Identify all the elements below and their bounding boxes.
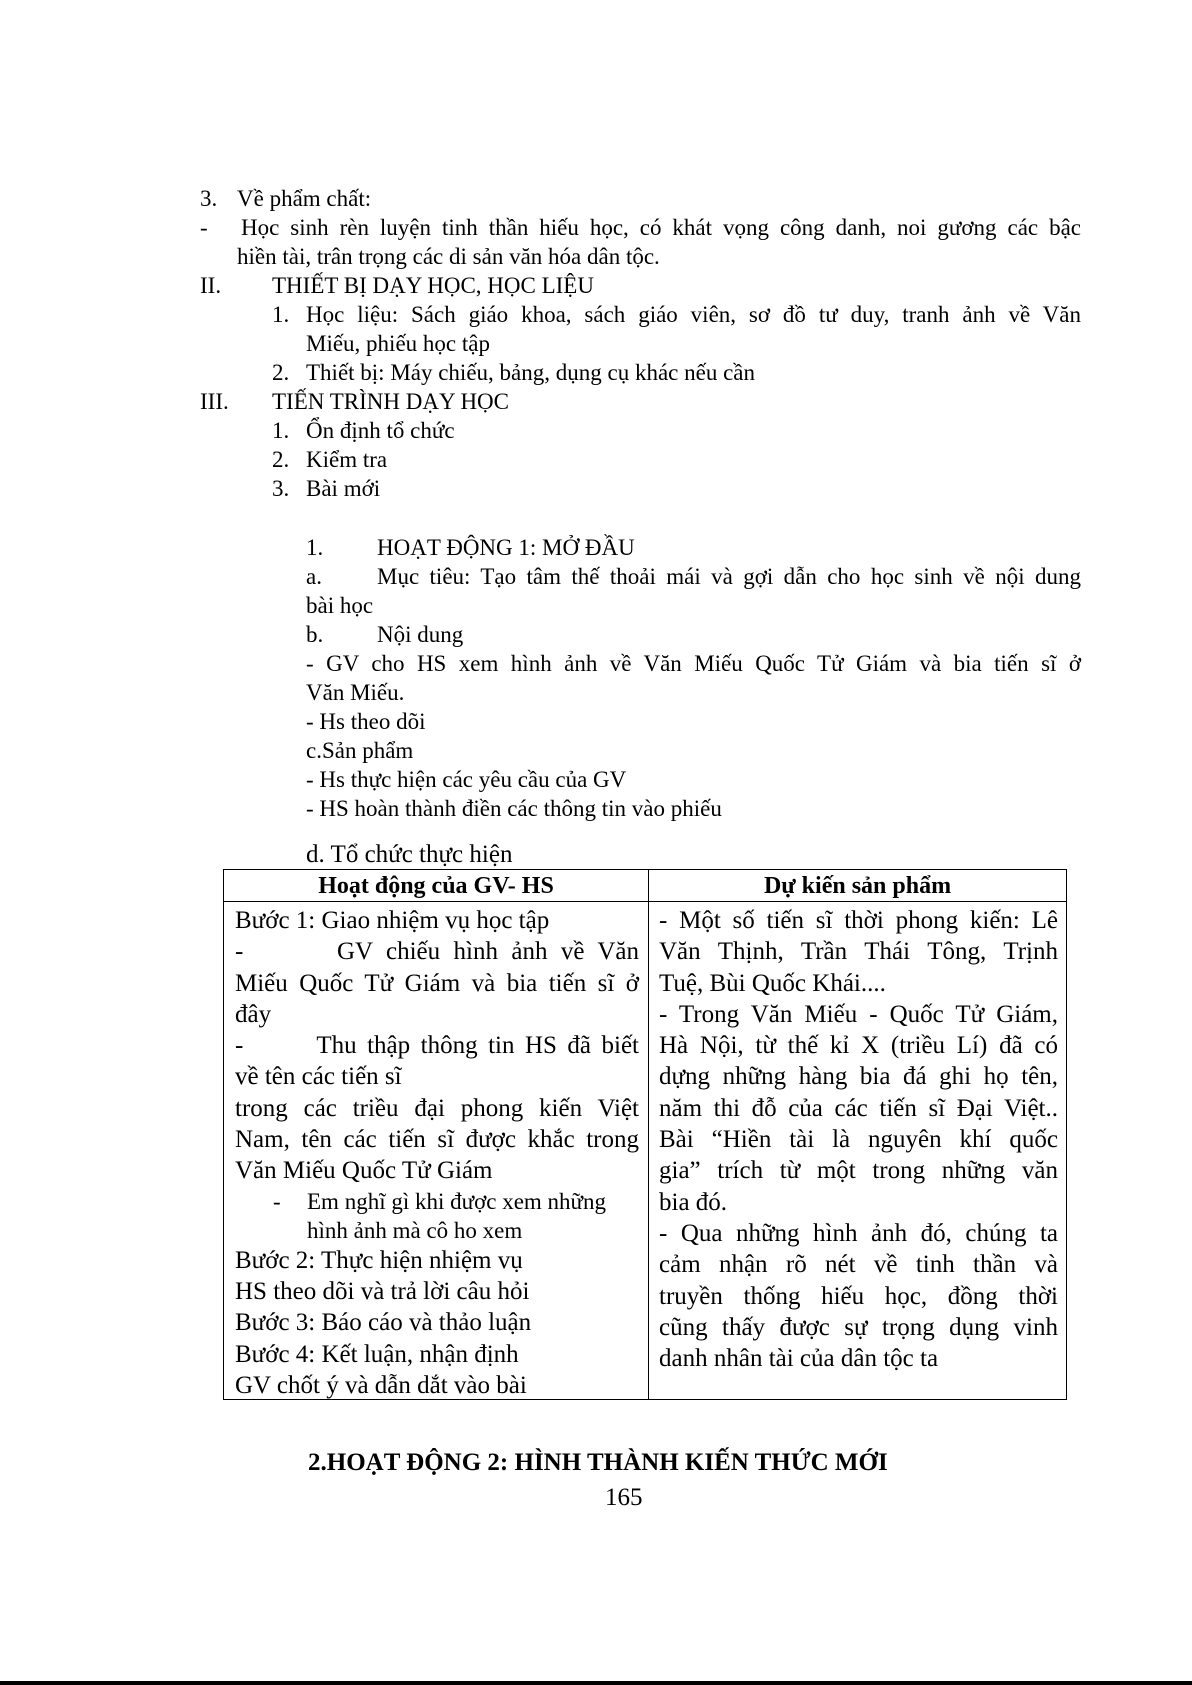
table-line: Hà Nội, từ thế kỉ X (triều Lí) đã có xyxy=(659,1032,1058,1060)
organization-heading: d. Tổ chức thực hiện xyxy=(306,841,513,868)
table-line: Tuệ, Bùi Quốc Khái.... xyxy=(659,969,886,997)
product-line-1: - Hs thực hiện các yêu cầu của GV xyxy=(306,767,627,792)
bullet-line-1: Học sinh rèn luyện tinh thần hiếu học, có khát vọng công danh, noi gương các bậc xyxy=(241,215,1081,240)
table-line: đây xyxy=(235,1000,272,1028)
table-header-right: Dự kiến sản phẩm xyxy=(763,873,952,899)
table-line: - GV chiếu hình ảnh về Văn xyxy=(235,938,639,966)
table-line: Nam, tên các tiến sĩ được khắc trong xyxy=(235,1126,639,1154)
list-item-number: 2. xyxy=(272,447,290,472)
table-line: gia” trích từ một trong những văn xyxy=(659,1157,1058,1185)
sec3-roman-number: III. xyxy=(200,389,229,414)
sec2-heading: THIẾT BỊ DẠY HỌC, HỌC LIỆU xyxy=(272,273,594,298)
table-line: dựng những hàng bia đá ghi họ tên, xyxy=(659,1063,1058,1091)
table-header-divider xyxy=(224,901,1066,902)
table-line: Bước 3: Báo cáo và thảo luận xyxy=(235,1309,532,1337)
activity1-heading: HOẠT ĐỘNG 1: MỞ ĐẦU xyxy=(377,535,635,560)
table-line: cảm nhận rõ nét về tinh thần và xyxy=(659,1251,1058,1279)
table-line: Bước 2: Thực hiện nhiệm vụ xyxy=(235,1246,523,1274)
table-line: Văn Miếu Quốc Tử Giám xyxy=(235,1157,493,1185)
table-line: bia đó. xyxy=(659,1188,728,1216)
table-line: Bài “Hiền tài là nguyên khí quốc xyxy=(659,1126,1058,1154)
table-line: HS theo dõi và trả lời câu hỏi xyxy=(235,1277,530,1305)
table-line: Bước 1: Giao nhiệm vụ học tập xyxy=(235,907,550,934)
table-line: - Qua những hình ảnh đó, chúng ta xyxy=(659,1219,1058,1247)
table-cell-right xyxy=(659,905,1058,1374)
sec2-item1-line-2: Miếu, phiếu học tập xyxy=(306,331,490,356)
sec2-item1-number: 1. xyxy=(272,302,290,327)
list-item-number: 3. xyxy=(272,476,290,501)
sec2-number: II. xyxy=(200,273,222,298)
table-column-divider xyxy=(648,870,649,1399)
table-line: trong các triều đại phong kiến Việt xyxy=(235,1094,639,1122)
table-line: Bước 4: Kết luận, nhận định xyxy=(235,1340,519,1368)
sec2-item1-line-1: Học liệu: Sách giáo khoa, sách giáo viên, sơ đồ tư duy, tranh ảnh về Văn xyxy=(306,302,1081,327)
list-item: Bài mới xyxy=(306,476,381,501)
product-heading: c.Sản phẩm xyxy=(306,738,414,763)
content-line-1: - GV cho HS xem hình ảnh về Văn Miếu Quốc Tử Giám và bia tiến sĩ ở xyxy=(306,651,1081,676)
content-line-3: - Hs theo dõi xyxy=(306,709,426,734)
sec3-heading: Về phẩm chất: xyxy=(237,186,372,211)
table-line: năm thi đỗ của các tiến sĩ Đại Việt.. xyxy=(659,1094,1058,1122)
content-line-2: Văn Miếu. xyxy=(306,680,405,705)
list-item: Ổn định tổ chức xyxy=(306,418,455,443)
table-line: về tên các tiến sĩ xyxy=(235,1063,402,1091)
table-line: danh nhân tài của dân tộc ta xyxy=(659,1345,939,1373)
content-heading: Nội dung xyxy=(377,622,464,647)
table-sub-bullet-dash: - xyxy=(273,1188,281,1214)
list-item-number: 1. xyxy=(272,418,290,443)
page-number: 165 xyxy=(605,1484,643,1511)
table-sub-bullet xyxy=(235,1187,639,1216)
activity2-heading: 2.HOẠT ĐỘNG 2: HÌNH THÀNH KIẾN THỨC MỚI xyxy=(308,1449,888,1476)
table-line: - Trong Văn Miếu - Quốc Tử Giám, xyxy=(659,1000,1058,1028)
objective-label: a. xyxy=(306,564,322,589)
activity1-number: 1. xyxy=(306,535,324,560)
table-line: GV chốt ý và dẫn dắt vào bài xyxy=(235,1371,527,1399)
product-line-2: - HS hoàn thành điền các thông tin vào phiếu xyxy=(306,796,722,821)
table-line: - Một số tiến sĩ thời phong kiến: Lê xyxy=(659,907,1058,934)
table-header-left: Hoạt động của GV- HS xyxy=(318,873,554,899)
sec3-roman-heading: TIẾN TRÌNH DẠY HỌC xyxy=(272,389,510,414)
content-label: b. xyxy=(306,622,324,647)
objective-line-2: bài học xyxy=(306,593,374,618)
table-line: cũng thấy được sự trọng dụng vinh xyxy=(659,1313,1058,1341)
objective-line-1: Mục tiêu: Tạo tâm thế thoải mái và gợi dẫn cho học sinh về nội dung xyxy=(377,564,1081,589)
sec2-item2-text: Thiết bị: Máy chiếu, bảng, dụng cụ khác nếu cần xyxy=(306,360,755,385)
table-line: - Thu thập thông tin HS đã biết xyxy=(235,1032,639,1060)
table-sub-bullet-text: Em nghĩ gì khi được xem những xyxy=(307,1188,607,1214)
bullet-line-2: hiền tài, trân trọng các di sản văn hóa dân tộc. xyxy=(237,244,660,269)
sec3-number: 3. xyxy=(200,186,218,211)
table-line: Văn Thịnh, Trần Thái Tông, Trịnh xyxy=(659,938,1058,966)
table-cell-left xyxy=(235,905,639,1401)
scan-border-bottom xyxy=(0,1681,1192,1685)
table-line: Miếu Quốc Tử Giám và bia tiến sĩ ở xyxy=(235,969,639,997)
table-line: truyền thống hiếu học, đồng thời xyxy=(659,1282,1058,1310)
activity-table xyxy=(223,869,1067,1400)
table-line: hình ảnh mà cô ho xem xyxy=(307,1217,523,1243)
sec2-item2-number: 2. xyxy=(272,360,290,385)
list-item: Kiểm tra xyxy=(306,447,388,472)
bullet-dash: - xyxy=(200,215,208,240)
